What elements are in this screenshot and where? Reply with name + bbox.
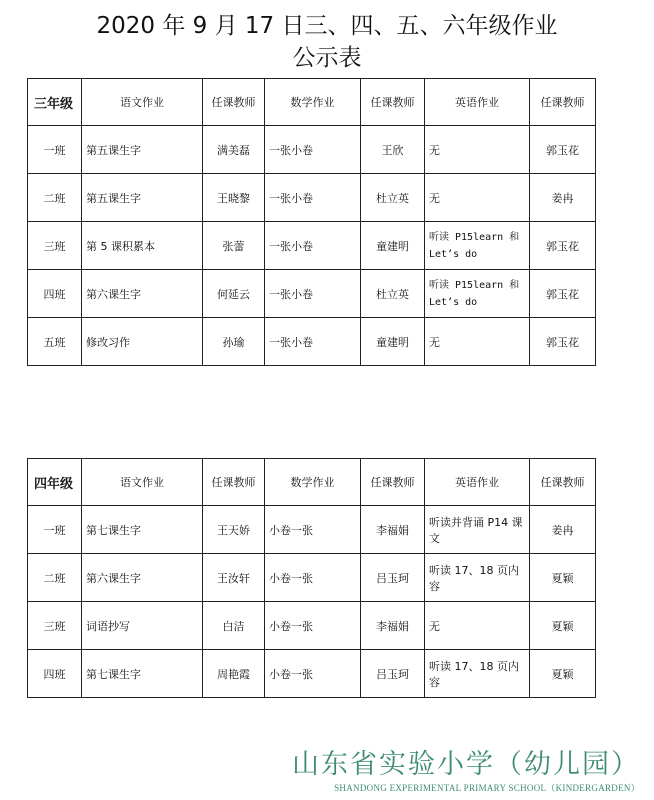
header-english: 英语作业	[425, 459, 530, 506]
class-name: 二班	[28, 554, 82, 602]
chinese-teacher: 王天娇	[203, 506, 265, 554]
chinese-homework: 第五课生字	[82, 126, 203, 174]
grade-label: 三年级	[28, 79, 82, 126]
math-homework: 小卷一张	[265, 554, 361, 602]
math-homework: 小卷一张	[265, 650, 361, 698]
math-homework: 一张小卷	[265, 174, 361, 222]
english-teacher: 郭玉花	[530, 270, 596, 318]
chinese-teacher: 白洁	[203, 602, 265, 650]
chinese-homework: 第五课生字	[82, 174, 203, 222]
class-name: 五班	[28, 318, 82, 366]
table-row	[28, 318, 596, 366]
grade-label: 四年级	[28, 459, 82, 506]
chinese-homework: 第六课生字	[82, 270, 203, 318]
english-homework: 无	[425, 126, 530, 174]
english-homework: 听读 17、18 页内容	[425, 650, 530, 698]
table-row	[28, 174, 596, 222]
math-homework: 一张小卷	[265, 222, 361, 270]
english-teacher: 夏颖	[530, 650, 596, 698]
english-homework: 无	[425, 174, 530, 222]
english-teacher: 姜冉	[530, 174, 596, 222]
header-teacher: 任课教师	[203, 79, 265, 126]
header-english: 英语作业	[425, 79, 530, 126]
header-teacher: 任课教师	[361, 79, 425, 126]
class-name: 二班	[28, 174, 82, 222]
table-row	[28, 506, 596, 554]
header-teacher: 任课教师	[530, 459, 596, 506]
table-row	[28, 650, 596, 698]
header-math: 数学作业	[265, 79, 361, 126]
math-homework: 小卷一张	[265, 602, 361, 650]
table-row	[28, 270, 596, 318]
chinese-teacher: 张蕾	[203, 222, 265, 270]
chinese-homework: 第 5 课积累本	[82, 222, 203, 270]
page-title	[0, 10, 654, 74]
english-homework: 听读 P15learn 和 Let’s do	[425, 270, 530, 318]
chinese-teacher: 何延云	[203, 270, 265, 318]
math-teacher: 童建明	[361, 222, 425, 270]
chinese-teacher: 周艳霞	[203, 650, 265, 698]
table-row	[28, 126, 596, 174]
chinese-homework: 词语抄写	[82, 602, 203, 650]
table-header-row	[28, 79, 596, 126]
table-header-row	[28, 459, 596, 506]
header-chinese: 语文作业	[82, 79, 203, 126]
header-chinese: 语文作业	[82, 459, 203, 506]
header-math: 数学作业	[265, 459, 361, 506]
math-teacher: 童建明	[361, 318, 425, 366]
header-teacher: 任课教师	[203, 459, 265, 506]
class-name: 一班	[28, 506, 82, 554]
math-homework: 一张小卷	[265, 126, 361, 174]
school-logo	[292, 748, 640, 794]
english-homework: 听读 P15learn 和 Let’s do	[425, 222, 530, 270]
math-homework: 小卷一张	[265, 506, 361, 554]
math-teacher: 吕玉珂	[361, 650, 425, 698]
header-teacher: 任课教师	[361, 459, 425, 506]
chinese-teacher: 满美磊	[203, 126, 265, 174]
table-row	[28, 602, 596, 650]
english-teacher: 郭玉花	[530, 222, 596, 270]
class-name: 一班	[28, 126, 82, 174]
math-homework: 一张小卷	[265, 318, 361, 366]
chinese-homework: 第七课生字	[82, 506, 203, 554]
english-homework: 无	[425, 602, 530, 650]
grade3-homework-table	[27, 78, 596, 366]
school-name-chinese: 山东省实验小学（幼儿园）	[292, 749, 640, 780]
english-homework: 听读并背诵 P14 课文	[425, 506, 530, 554]
header-teacher: 任课教师	[530, 79, 596, 126]
english-teacher: 夏颖	[530, 554, 596, 602]
table-row	[28, 554, 596, 602]
math-homework: 一张小卷	[265, 270, 361, 318]
class-name: 四班	[28, 650, 82, 698]
chinese-homework: 第六课生字	[82, 554, 203, 602]
english-homework: 无	[425, 318, 530, 366]
math-teacher: 李福娟	[361, 506, 425, 554]
english-teacher: 夏颖	[530, 602, 596, 650]
class-name: 三班	[28, 222, 82, 270]
chinese-homework: 第七课生字	[82, 650, 203, 698]
grade4-homework-table	[27, 458, 596, 698]
class-name: 四班	[28, 270, 82, 318]
chinese-teacher: 孙瑜	[203, 318, 265, 366]
english-homework: 听读 17、18 页内容	[425, 554, 530, 602]
math-teacher: 吕玉珂	[361, 554, 425, 602]
school-name-english: SHANDONG EXPERIMENTAL PRIMARY SCHOOL（KINDERGARDEN）	[334, 783, 640, 793]
math-teacher: 王欣	[361, 126, 425, 174]
math-teacher: 李福娟	[361, 602, 425, 650]
chinese-homework: 修改习作	[82, 318, 203, 366]
class-name: 三班	[28, 602, 82, 650]
chinese-teacher: 王晓黎	[203, 174, 265, 222]
math-teacher: 杜立英	[361, 174, 425, 222]
math-teacher: 杜立英	[361, 270, 425, 318]
chinese-teacher: 王汝轩	[203, 554, 265, 602]
english-teacher: 郭玉花	[530, 126, 596, 174]
title-line-2: 公示表	[292, 45, 362, 71]
english-teacher: 郭玉花	[530, 318, 596, 366]
table-row	[28, 222, 596, 270]
english-teacher: 姜冉	[530, 506, 596, 554]
title-line-1: 2020 年 9 月 17 日三、四、五、六年级作业	[96, 13, 558, 39]
